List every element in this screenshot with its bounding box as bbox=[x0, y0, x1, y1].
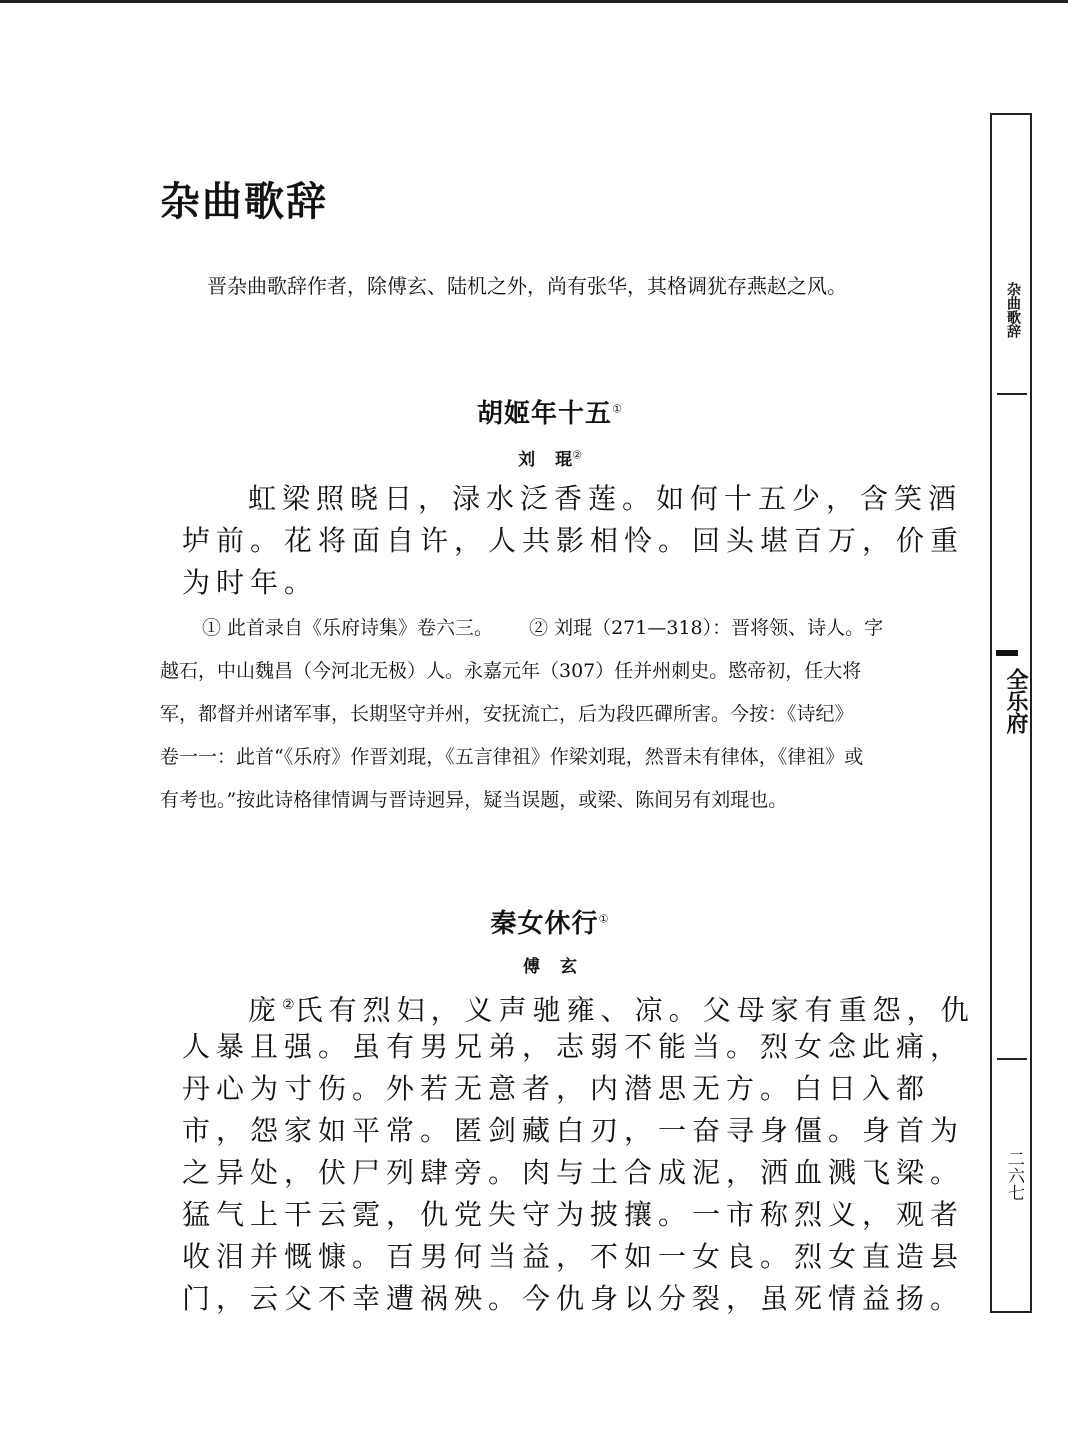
poem-line: 之异处，伏尸列肆旁。肉与土合成泥，洒血溅飞梁。 bbox=[182, 1156, 965, 1189]
footnote-marker: ① bbox=[598, 912, 610, 926]
footnote-line bbox=[160, 607, 960, 650]
footnote-line: 越石，中山魏昌（今河北无极）人。永嘉元年（307）任并州刺史。愍帝初，任大将 bbox=[160, 660, 862, 682]
section-intro: 晋杂曲歌辞作者，除傅玄、陆机之外，尚有张华，其格调犹存燕赵之风。 bbox=[207, 274, 847, 298]
poem-body bbox=[182, 984, 975, 1320]
footnote-1: ① 此首录自《乐府诗集》卷六三。 bbox=[202, 617, 494, 639]
author-name-char: 琨 bbox=[555, 450, 573, 470]
footnote-marker: ② bbox=[282, 997, 295, 1013]
poem-line: 人暴且强。虽有男兄弟，志弱不能当。烈女念此痛， bbox=[182, 1030, 965, 1063]
footnote-line: 军，都督并州诸军事，长期坚守并州，安抚流亡，后为段匹磾所害。今按：《诗纪》 bbox=[160, 703, 854, 725]
author-name-part bbox=[555, 445, 582, 470]
poem-line: 虹梁照晓日，渌水泛香莲。如何十五少，含笑酒 bbox=[248, 482, 963, 515]
margin-bracket bbox=[996, 650, 1018, 656]
footnotes bbox=[160, 607, 960, 822]
margin-rule bbox=[997, 1058, 1027, 1060]
poem-title-text: 胡姬年十五 bbox=[477, 399, 613, 429]
poem-line bbox=[182, 984, 975, 1027]
margin-book-label: 全乐府 bbox=[1003, 668, 1029, 734]
footnote-marker: ② bbox=[572, 448, 582, 462]
section-title: 杂曲歌辞 bbox=[160, 178, 328, 225]
author-name-part: 傅 bbox=[523, 957, 540, 977]
poem-title-text: 秦女休行 bbox=[490, 909, 599, 939]
top-border-rule bbox=[0, 0, 1068, 3]
poem-author bbox=[0, 445, 1068, 470]
poem-line: 市，怨家如平常。匿剑藏白刃，一奋寻身僵。身首为 bbox=[182, 1114, 965, 1147]
poem-body bbox=[182, 478, 965, 604]
poem-line-rest: 氏有烈妇，义声驰雍、凉。父母家有重怨，仇 bbox=[294, 993, 975, 1027]
poem-line: 丹心为寸伤。外若无意者，内潜思无方。白日入都 bbox=[182, 1072, 931, 1105]
author-name-part: 刘 bbox=[518, 450, 536, 470]
footnote-marker: ① bbox=[612, 402, 623, 416]
margin-section-label: 杂曲歌辞 bbox=[1005, 282, 1021, 338]
poem-line: 为时年。 bbox=[182, 566, 319, 599]
poem-author bbox=[0, 952, 1068, 977]
poem-line: 收泪并慨慷。百男何当益，不如一女良。烈女直造县 bbox=[182, 1240, 965, 1273]
footnote-line: 有考也。”按此诗格律情调与晋诗迥异，疑当误题，或梁、陈间另有刘琨也。 bbox=[160, 789, 788, 811]
margin-rule bbox=[997, 393, 1027, 395]
poem-first-word: 庞 bbox=[248, 993, 283, 1027]
poem-line: 猛气上干云霓，仇党失守为披攘。一市称烈义，观者 bbox=[182, 1198, 965, 1231]
footnote-2: ② 刘琨（271—318）：晋将领、诗人。字 bbox=[529, 617, 884, 639]
author-name-part: 玄 bbox=[560, 957, 577, 977]
poem-title bbox=[0, 903, 1068, 940]
poem-line: 垆前。花将面自许，人共影相怜。回头堪百万，价重 bbox=[182, 524, 965, 557]
footnote-line: 卷一一：此首“《乐府》作晋刘琨，《五言律祖》作梁刘琨，然晋未有律体，《律祖》或 bbox=[160, 746, 864, 768]
poem-title bbox=[0, 393, 1068, 430]
page-number: 二六七 bbox=[1004, 1150, 1024, 1201]
poem-line: 门，云父不幸遭祸殃。今仇身以分裂，虽死情益扬。 bbox=[182, 1282, 965, 1315]
